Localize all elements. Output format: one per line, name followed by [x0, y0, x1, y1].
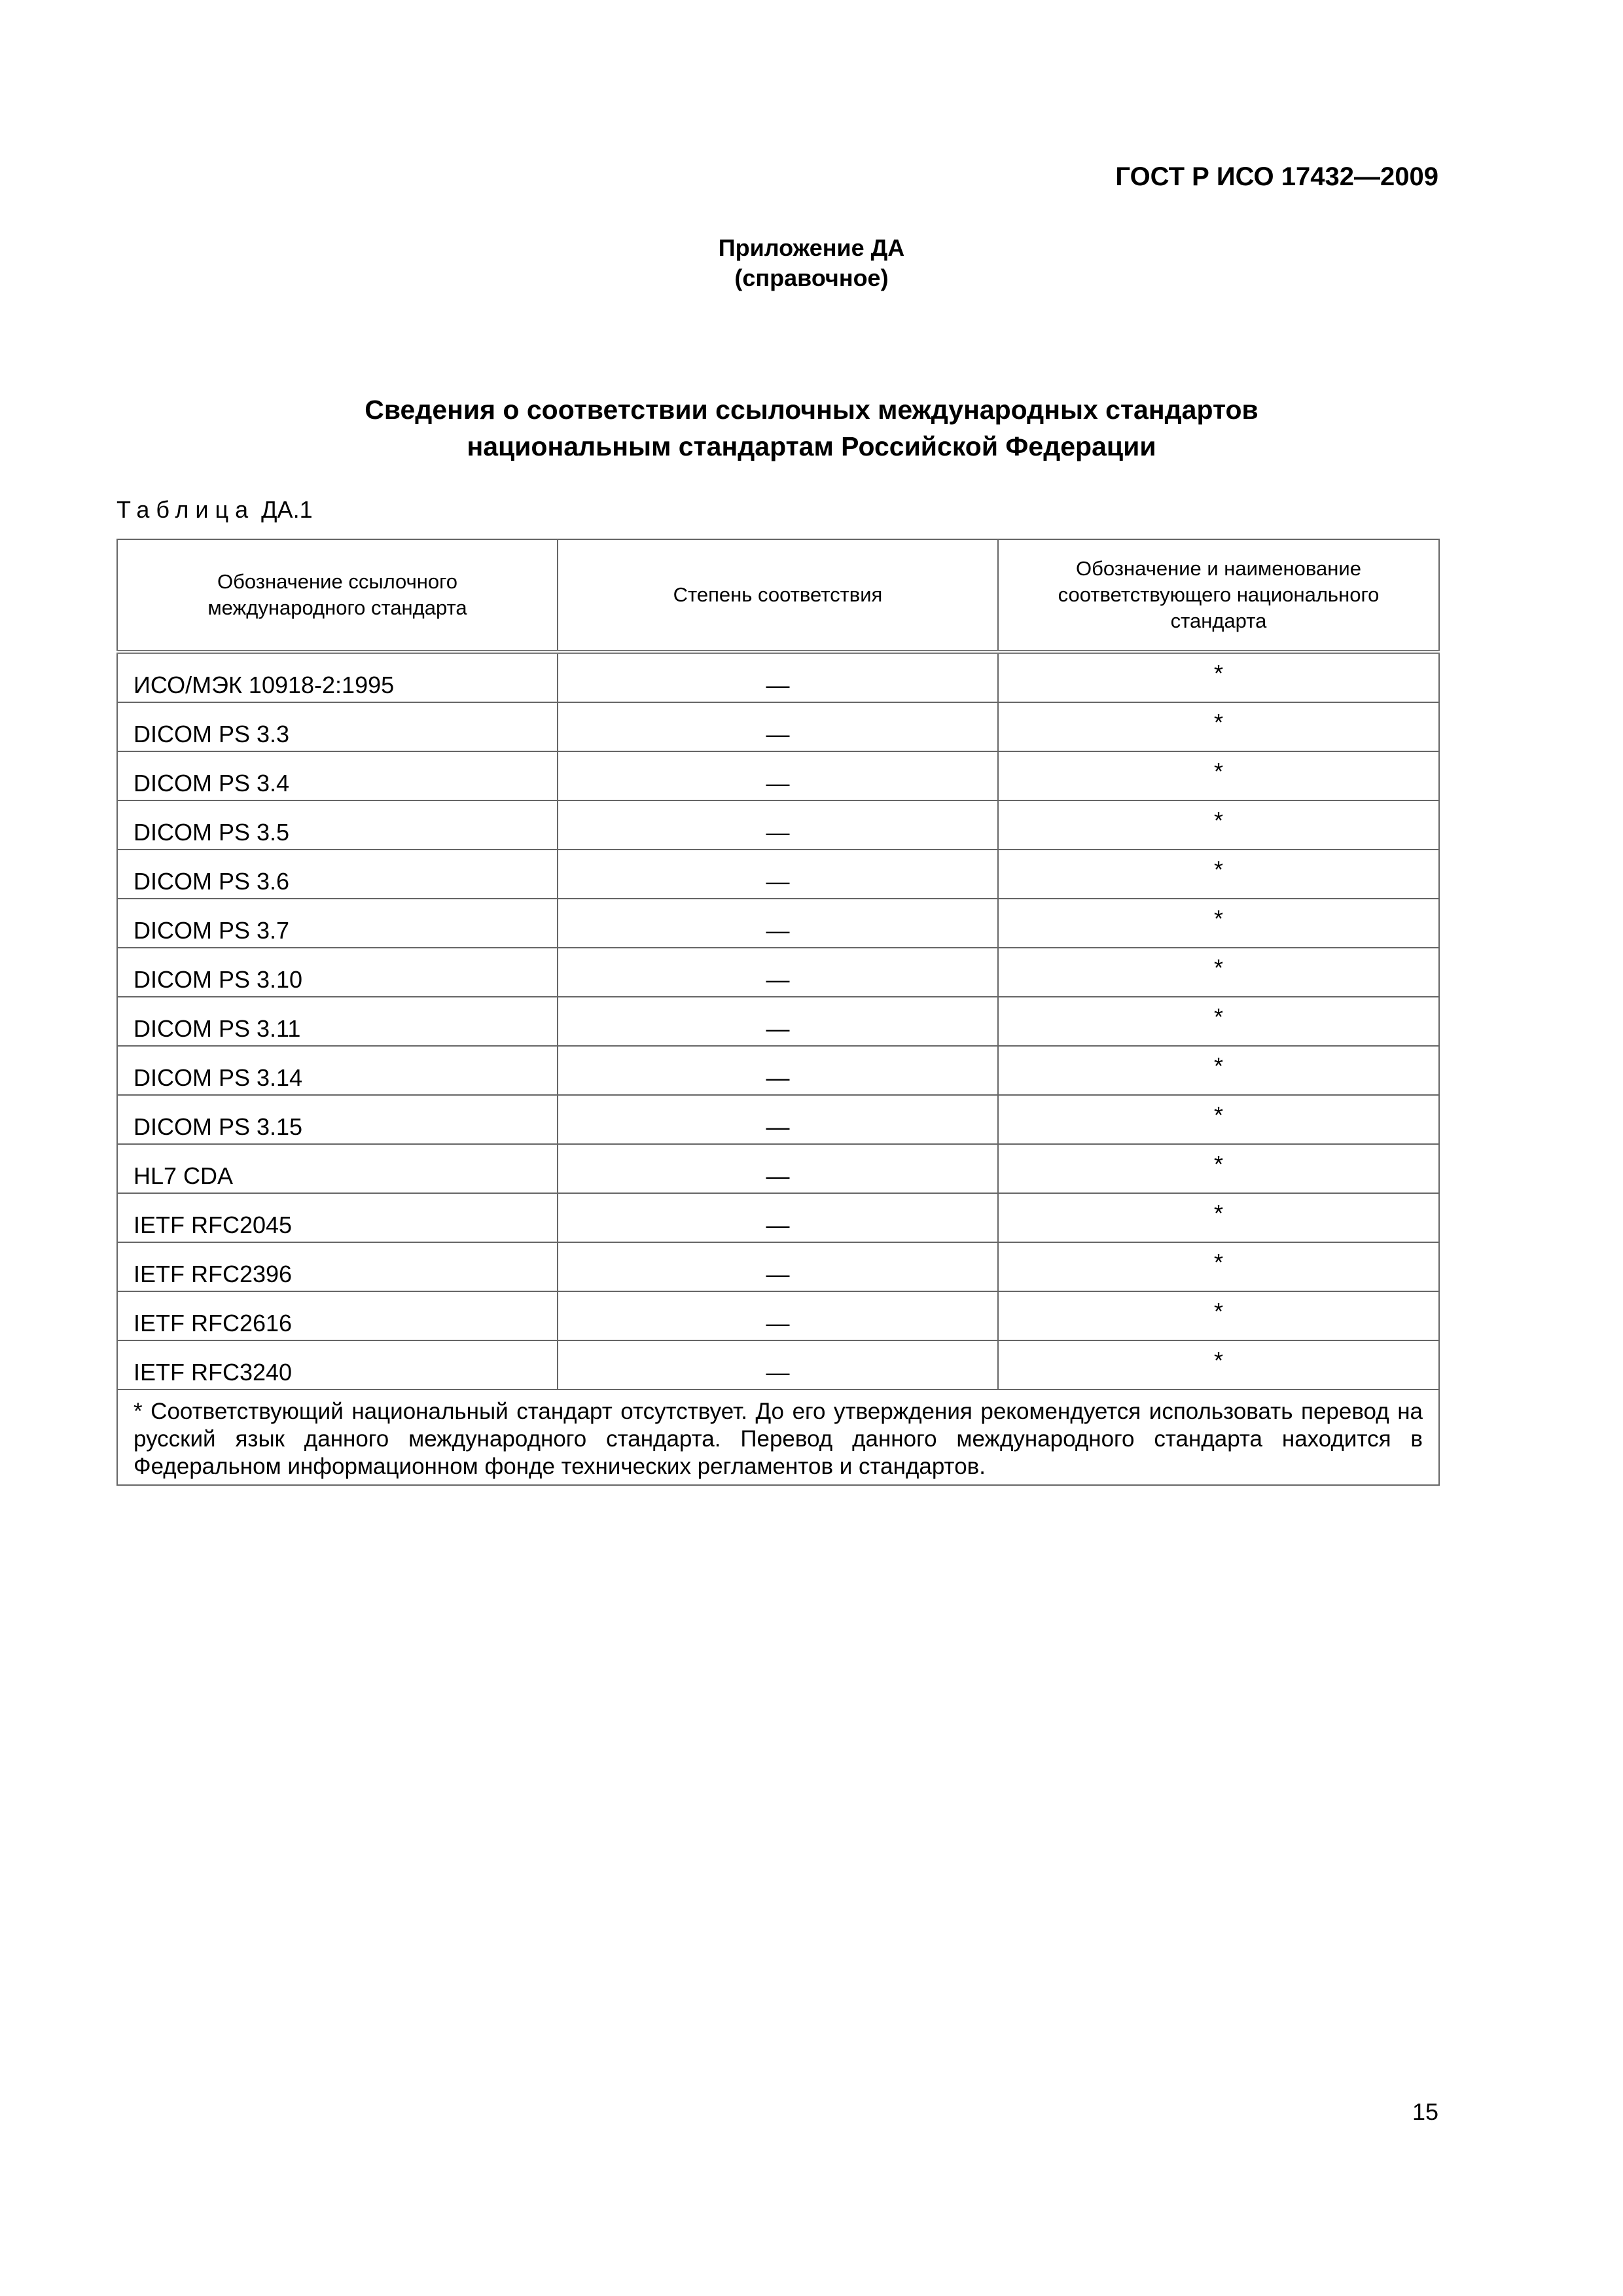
cell-degree-of-correspondence: — [558, 800, 998, 850]
cell-degree-of-correspondence: — [558, 1095, 998, 1144]
table-row [117, 1291, 1439, 1340]
table-row [117, 1046, 1439, 1095]
table-row [117, 800, 1439, 850]
cell-national-standard: * [998, 702, 1439, 751]
page-number: 15 [1412, 2098, 1438, 2125]
cell-international-standard: DICOM PS 3.10 [117, 948, 558, 997]
table-label-word: Таблица [116, 496, 255, 523]
cell-degree-of-correspondence: — [558, 850, 998, 899]
cell-international-standard: IETF RFC2396 [117, 1242, 558, 1291]
cell-degree-of-correspondence: — [558, 652, 998, 702]
cell-national-standard: * [998, 1340, 1439, 1390]
table-row [117, 1095, 1439, 1144]
cell-national-standard: * [998, 1193, 1439, 1242]
cell-national-standard: * [998, 751, 1439, 800]
cell-national-standard: * [998, 652, 1439, 702]
cell-national-standard: * [998, 997, 1439, 1046]
footnote-row [117, 1390, 1439, 1485]
cell-international-standard: DICOM PS 3.11 [117, 997, 558, 1046]
cell-degree-of-correspondence: — [558, 997, 998, 1046]
cell-degree-of-correspondence: — [558, 899, 998, 948]
cell-national-standard: * [998, 1242, 1439, 1291]
cell-degree-of-correspondence: — [558, 1193, 998, 1242]
section-title-line2: национальным стандартам Российской Федерации [467, 431, 1156, 461]
table-row [117, 1193, 1439, 1242]
section-title-line1: Сведения о соответствии ссылочных международных стандартов [365, 395, 1258, 425]
appendix-heading [0, 233, 1623, 293]
cell-national-standard: * [998, 850, 1439, 899]
cell-degree-of-correspondence: — [558, 1291, 998, 1340]
cell-national-standard: * [998, 1144, 1439, 1193]
cell-national-standard: * [998, 899, 1439, 948]
cell-degree-of-correspondence: — [558, 1340, 998, 1390]
table-row [117, 1144, 1439, 1193]
cell-national-standard: * [998, 1046, 1439, 1095]
cell-international-standard: DICOM PS 3.6 [117, 850, 558, 899]
cell-international-standard: DICOM PS 3.3 [117, 702, 558, 751]
table-row [117, 702, 1439, 751]
cell-degree-of-correspondence: — [558, 1144, 998, 1193]
header-international-standard: Обозначение ссылочного международного стандарта [117, 539, 558, 652]
appendix-subtitle: (справочное) [734, 264, 889, 291]
cell-national-standard: * [998, 1291, 1439, 1340]
table-body [117, 652, 1439, 1390]
table-row [117, 652, 1439, 702]
cell-degree-of-correspondence: — [558, 702, 998, 751]
table-row [117, 997, 1439, 1046]
table-label-number: ДА.1 [261, 496, 313, 523]
table-footnote: * Соответствующий национальный стандарт отсутствует. До его утверждения рекомендуется использовать перевод на русский язык данного международного стандарта. Перевод данного международного стандарта находится в Федеральном информационном фонде технических регламентов и стандартов. [117, 1390, 1439, 1485]
cell-international-standard: DICOM PS 3.4 [117, 751, 558, 800]
cell-international-standard: ИСО/МЭК 10918-2:1995 [117, 652, 558, 702]
table-row [117, 899, 1439, 948]
cell-national-standard: * [998, 800, 1439, 850]
cell-degree-of-correspondence: — [558, 1242, 998, 1291]
cell-international-standard: DICOM PS 3.5 [117, 800, 558, 850]
table-row [117, 751, 1439, 800]
appendix-title: Приложение ДА [718, 234, 905, 261]
cell-international-standard: DICOM PS 3.15 [117, 1095, 558, 1144]
header-degree-of-correspondence: Степень соответствия [558, 539, 998, 652]
table-row [117, 850, 1439, 899]
cell-degree-of-correspondence: — [558, 1046, 998, 1095]
cell-international-standard: HL7 CDA [117, 1144, 558, 1193]
table-row [117, 1340, 1439, 1390]
cell-national-standard: * [998, 1095, 1439, 1144]
cell-international-standard: IETF RFC2045 [117, 1193, 558, 1242]
document-code: ГОСТ Р ИСО 17432—2009 [1115, 162, 1438, 191]
table-header-row [117, 539, 1439, 652]
correspondence-table [116, 539, 1440, 1486]
table-row [117, 948, 1439, 997]
cell-national-standard: * [998, 948, 1439, 997]
cell-international-standard: DICOM PS 3.7 [117, 899, 558, 948]
section-title [0, 391, 1623, 465]
cell-international-standard: IETF RFC3240 [117, 1340, 558, 1390]
cell-international-standard: DICOM PS 3.14 [117, 1046, 558, 1095]
cell-degree-of-correspondence: — [558, 948, 998, 997]
table-row [117, 1242, 1439, 1291]
cell-international-standard: IETF RFC2616 [117, 1291, 558, 1340]
table-label [116, 496, 313, 524]
header-national-standard: Обозначение и наименование соответствующего национального стандарта [998, 539, 1439, 652]
cell-degree-of-correspondence: — [558, 751, 998, 800]
